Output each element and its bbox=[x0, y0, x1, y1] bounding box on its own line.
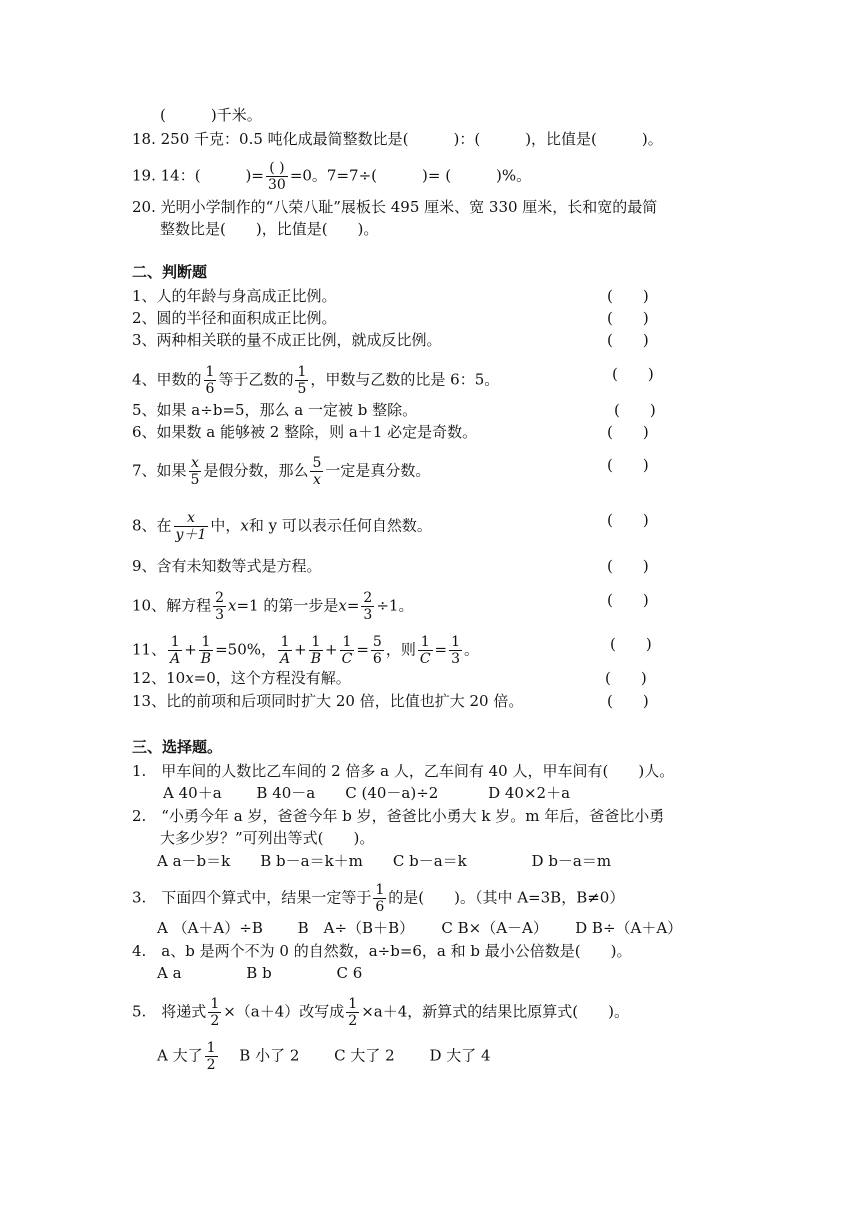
fraction: $\frac{1}{B}$ bbox=[310, 634, 322, 667]
judge-q13: 13、比的前项和后项同时扩大 20 倍，比值也扩大 20 倍。 bbox=[132, 692, 524, 710]
fraction: $\frac{1}{2}$ bbox=[210, 996, 220, 1029]
judge-q1: 1、人的年龄与身高成正比例。 bbox=[132, 287, 337, 305]
fraction: $\frac{1}{A}$ bbox=[170, 634, 181, 667]
choice-q4-stem: 4. a、b 是两个不为 0 的自然数，a÷b=6，a 和 b 最小公倍数是( )。 bbox=[132, 942, 632, 960]
choice-q2-line1: 2. “小勇今年 a 岁，爸爸今年 b 岁，爸爸比小勇大 k 岁。m 年后，爸爸比小勇 bbox=[132, 807, 665, 825]
fraction: $\frac{5}{x}$ bbox=[312, 455, 322, 488]
judge-q4-paren[interactable]: ( ) bbox=[612, 365, 654, 383]
q17-tail: ( )千米。 bbox=[160, 106, 262, 124]
judge-q3: 3、两种相关联的量不成正比例，就成反比例。 bbox=[132, 331, 442, 349]
choice-q1-stem: 1. 甲车间的人数比乙车间的 2 倍多 a 人，乙车间有 40 人，甲车间有( )人。 bbox=[132, 762, 675, 780]
fraction: $\frac{1}{5}$ bbox=[297, 364, 307, 397]
choice-q5-stem: 5. 将递式 $\frac{1}{2}$ ×（a＋4）改写成 $\frac{1}{2}$ ×a＋4，新算式的结果比原算式( )。 bbox=[132, 996, 629, 1029]
judge-q12-paren[interactable]: ( ) bbox=[605, 669, 647, 687]
section-choice-heading: 三、选择题。 bbox=[132, 738, 223, 756]
judge-q10: 10、解方程 $\frac{2}{3}$ x=1 的第一步是x= $\frac{2}{3}$ ÷1。 bbox=[132, 590, 414, 623]
choice-q3-options[interactable]: A （A＋A）÷B B A÷（B＋B） C B×（A－A） D B÷（A＋A） bbox=[157, 919, 683, 937]
fraction: $\frac{1}{6}$ bbox=[375, 882, 385, 915]
judge-q5: 5、如果 a÷b=5，那么 a 一定被 b 整除。 bbox=[132, 401, 418, 419]
judge-q7: 7、如果 $\frac{x}{5}$ 是假分数，那么 $\frac{5}{x}$ 一定是真分数。 bbox=[132, 455, 431, 488]
q20-line1: 20. 光明小学制作的“八荣八耻”展板长 495 厘米、宽 330 厘米，长和宽的最简 bbox=[132, 198, 658, 216]
judge-q8-paren[interactable]: ( ) bbox=[607, 511, 649, 529]
judge-q8: 8、在 $\frac{x}{y+1}$ 中，x和 y 可以表示任何自然数。 bbox=[132, 510, 432, 543]
fraction: $\frac{1}{C}$ bbox=[341, 634, 353, 667]
fraction: $\frac{1}{B}$ bbox=[200, 634, 212, 667]
fraction: $\frac{2}{3}$ bbox=[363, 590, 373, 623]
fraction: $\frac{x}{5}$ bbox=[190, 455, 200, 488]
judge-q13-paren[interactable]: ( ) bbox=[607, 692, 649, 710]
fraction: $\frac{1}{3}$ bbox=[451, 634, 461, 667]
q19-fraction: $\frac{( )}{30}$ bbox=[267, 160, 286, 193]
judge-q12: 12、10x=0，这个方程没有解。 bbox=[132, 669, 351, 687]
choice-q2-options[interactable]: A a－b＝k B b－a＝k＋m C b－a＝k D b－a＝m bbox=[157, 852, 612, 870]
judge-q9-paren[interactable]: ( ) bbox=[607, 557, 649, 575]
judge-q11-paren[interactable]: ( ) bbox=[610, 635, 652, 653]
judge-q6: 6、如果数 a 能够被 2 整除，则 a＋1 必定是奇数。 bbox=[132, 423, 478, 441]
fraction: $\frac{2}{3}$ bbox=[215, 590, 225, 623]
q19: 19. 14：( )= $\frac{( )}{30}$ =0。7=7÷( )= ( )%。 bbox=[132, 160, 532, 193]
fraction: $\frac{1}{A}$ bbox=[280, 634, 291, 667]
judge-q3-paren[interactable]: ( ) bbox=[607, 331, 649, 349]
judge-q7-paren[interactable]: ( ) bbox=[607, 456, 649, 474]
fraction: $\frac{1}{2}$ bbox=[348, 996, 358, 1029]
choice-q1-options[interactable]: A 40＋a B 40－a C (40－a)÷2 D 40×2＋a bbox=[163, 784, 571, 802]
judge-q2-paren[interactable]: ( ) bbox=[607, 309, 649, 327]
choice-q4-options[interactable]: A a B b C 6 bbox=[157, 964, 363, 982]
q18: 18. 250 千克：0.5 吨化成最简整数比是( )：( )，比值是( )。 bbox=[132, 130, 663, 148]
choice-q2-line2: 大多少岁？”可列出等式( )。 bbox=[160, 829, 375, 847]
judge-q6-paren[interactable]: ( ) bbox=[607, 423, 649, 441]
fraction: $\frac{1}{2}$ bbox=[206, 1040, 216, 1073]
judge-q1-paren[interactable]: ( ) bbox=[607, 287, 649, 305]
fraction: $\frac{1}{6}$ bbox=[205, 364, 215, 397]
judge-q9: 9、含有未知数等式是方程。 bbox=[132, 557, 322, 575]
fraction: $\frac{1}{C}$ bbox=[419, 634, 431, 667]
choice-q5-options[interactable]: A 大了 $\frac{1}{2}$ B 小了 2 C 大了 2 D 大了 4 bbox=[157, 1040, 491, 1073]
q20-line2: 整数比是( )，比值是( )。 bbox=[160, 220, 379, 238]
judge-q4: 4、甲数的 $\frac{1}{6}$ 等于乙数的 $\frac{1}{5}$ ，甲数与乙数的比是 6：5。 bbox=[132, 364, 500, 397]
section-judge-heading: 二、判断题 bbox=[132, 263, 208, 281]
judge-q5-paren[interactable]: ( ) bbox=[614, 401, 656, 419]
fraction: $\frac{5}{6}$ bbox=[372, 634, 382, 667]
judge-q11: 11、 $\frac{1}{A}$ + $\frac{1}{B}$ =50%， $\frac{1}{A}$ + $\frac{1}{B}$ + $\frac{1}{C}$ = $\frac{5}{6}$ ，则 $\frac{1}{C}$ = $\frac{1}{3}$ 。 bbox=[132, 634, 480, 667]
choice-q3-stem: 3. 下面四个算式中，结果一定等于 $\frac{1}{6}$ 的是( )。（其中 A=3B，B≠0） bbox=[132, 882, 625, 915]
fraction: $\frac{x}{y+1}$ bbox=[175, 510, 207, 543]
judge-q10-paren[interactable]: ( ) bbox=[607, 591, 649, 609]
judge-q2: 2、圆的半径和面积成正比例。 bbox=[132, 309, 337, 327]
